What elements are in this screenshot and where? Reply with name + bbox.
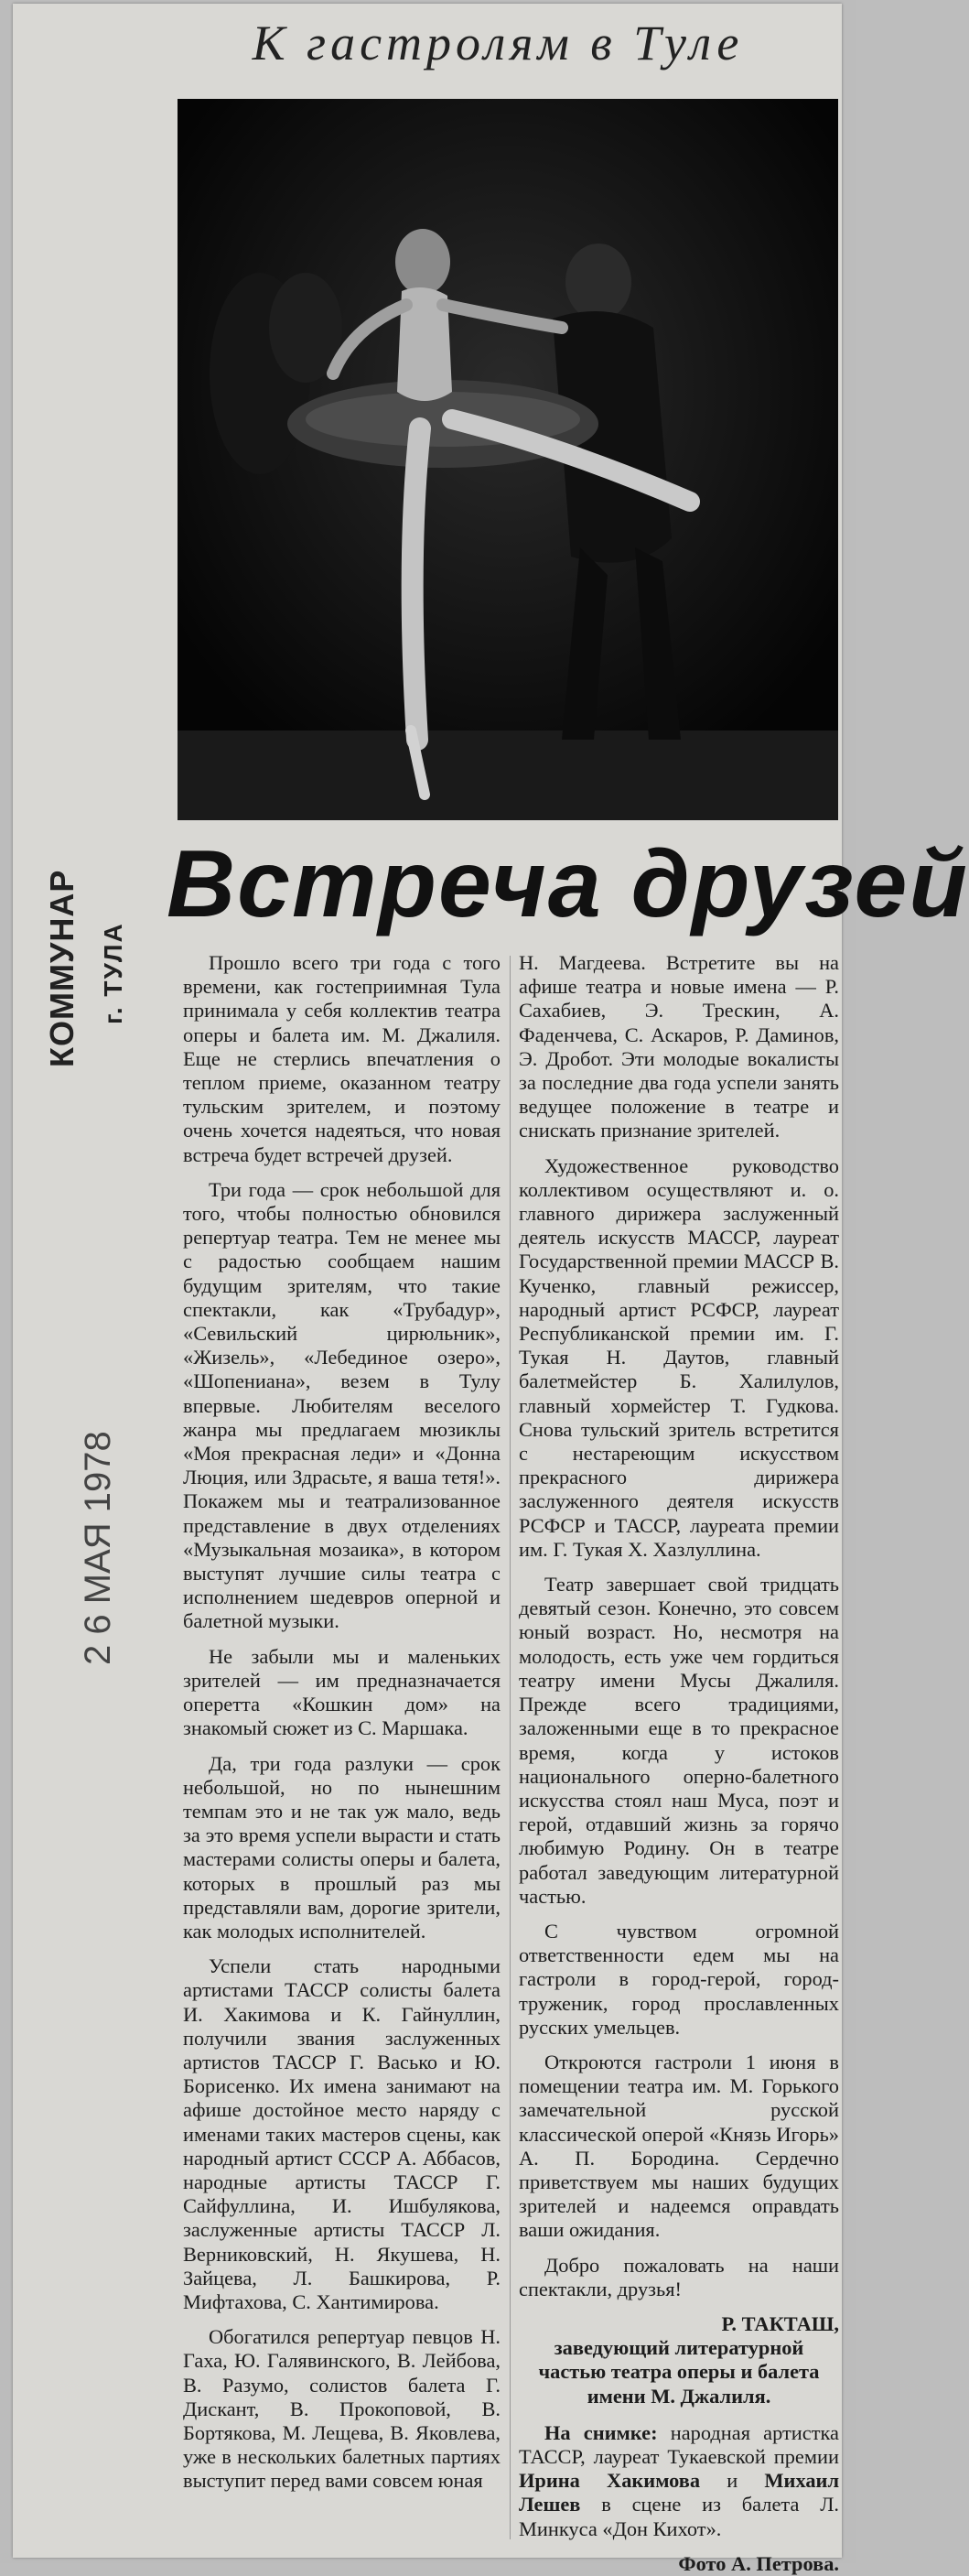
paragraph: Прошло всего три года с того времени, как гостеприимная Тула принимала у себя коллектив театра оперы и балета им. М. Джалиля. Еще не стерлись впечатления о теплом приеме, оказанном театру тульским зрителем, и поэтому очень хочется надеяться, что новая встреча будет встречей друзей.: [183, 951, 501, 1166]
caption-lead: На снимке:: [544, 2420, 658, 2444]
caption-text: в сцене из балета Л. Минкуса «Дон Кихот».: [519, 2493, 839, 2540]
date-stamp: 2 6 МАЯ 1978: [78, 1431, 118, 1665]
paragraph: Не забыли мы и маленьких зрителей — им предназначается оперетта «Кошкин дом» на знакомый сюжет из С. Маршака.: [183, 1644, 501, 1740]
paragraph: Успели стать народными артистами ТАССР солисты балета И. Хакимова и К. Гайнуллин, получили звания заслуженных артистов ТАССР Г. Васько и Ю. Борисенко. Их имена занимают на афише достойное место наряду с именами таких мастеров сцены, как народный артист СССР А. Аббасов, народные артисты ТАССР Г. Сайфуллина, И. Ишбулякова, заслуженные артисты ТАССР Л. Верниковский, Н. Якушева, Н. Зайцева, Л. Башкирова, Р. Мифтахова, С. Хантимирова.: [183, 1954, 501, 2313]
paragraph: Н. Магдеева. Встретите вы на афише театра и новые имена — Р. Сахабиев, Э. Трескин, А. Фаденчева, С. Аскаров, Р. Даминов, Э. Дробот. Эти молодые вокалисты за последние два года успели занять ведущее положение в театре и снискать признание зрителей.: [519, 951, 839, 1142]
caption-name: Михаил Лешев: [519, 2469, 840, 2516]
paragraph: Театр завершает свой тридцать девятый сезон. Конечно, это совсем юный возраст. Но, несмотря на молодость, есть уже чем гордиться театру имени Мусы Джалиля. Прежде всего традициями, заложенными еще в то прекрасное время, когда у истоков национального оперно-балетного искусства стоял наш Муса, поэт и герой, отдавший жизнь за горячо любимую Родину. Он в театре работал заведующим литературной частью.: [519, 1573, 839, 1908]
ballet-duet-image: [178, 99, 838, 820]
paragraph: Да, три года разлуки — срок небольшой, но по нынешним темпам это и не так уж мало, ведь за это время успели вырасти и стать мастерами солисты оперы и балета, которых в прошлый раз мы представляли вам, дорогие зрители, как молодых исполнителей.: [183, 1751, 501, 1943]
paragraph: С чувством огромной ответственности едем мы на гастроли в город-герой, город-труженик, город прославленных русских умельцев.: [519, 1919, 839, 2039]
paragraph: Художественное руководство коллективом осуществляют и. о. главного дирижера заслуженный деятель искусств МАССР, лауреат Государственной премии МАССР В. Кученко, главный режиссер, народный артист РСФСР, лауреат Республиканской премии им. Г. Тукая Н. Даутов, главный балетмейстер Б. Халилулов, главный хормейстер Т. Гудкова. Снова тульский зритель встретится с нестареющим искусством прекрасного дирижера заслуженного деятеля искусств РСФСР и ТАССР, лауреата премии им. Г. Тукая Х. Хазлуллина.: [519, 1153, 839, 1561]
ballet-photo: [178, 99, 838, 820]
photo-caption: [519, 2421, 839, 2541]
paragraph: Откроются гастроли 1 июня в помещении театра им. М. Горького замечательной русской классической оперой «Князь Игорь» А. П. Бородина. Сердечно приветствуем мы наших будущих зрителей и надеемся оправдать ваши ожидания.: [519, 2050, 839, 2242]
rubric-heading: К гастролям в Туле: [252, 16, 744, 70]
column-separator: [510, 956, 511, 2539]
article-column-left: [183, 951, 501, 2553]
photo-credit: Фото А. Петрова.: [678, 2551, 839, 2575]
paragraph: Добро пожаловать на наши спектакли, друзья!: [519, 2253, 839, 2300]
caption-text: народная артистка ТАССР, лауреат Тукаевской премии: [519, 2420, 839, 2468]
article-headline: Встреча друзей: [167, 831, 969, 937]
author-signature: Р. ТАКТАШ,: [721, 2311, 839, 2335]
article-column-right: [519, 951, 840, 2575]
author-role: заведующий литературной частью театра оперы и балета имени М. Джалиля.: [538, 2336, 820, 2408]
paragraph: Обогатился репертуар певцов Н. Гаха, Ю. Галявинского, В. Лейбова, В. Разумо, солистов балета Г. Дискант, В. Прокоповой, В. Бортякова, М. Лещева, В. Яковлева, уже в нескольких балетных партиях выступит перед вами совсем юная: [183, 2325, 501, 2493]
paragraph: Три года — срок небольшой для того, чтобы полностью обновился репертуар театра. Тем не менее мы с радостью сообщаем нашим будущим зрителям, что такие спектакли, как «Трубадур», «Севильский цирюльник», «Жизель», «Лебединое озеро», «Шопениана», везем в Тулу впервые. Любителям веселого жанра мы предлагаем мюзиклы «Моя прекрасная леди» и «Донна Люция, или Здрасьте, я ваша тетя!». Покажем мы и театрализованное представление в двух отделениях «Музыкальная мозаика», в котором выступят лучшие силы театра с исполнением шедевров оперной и балетной музыки.: [183, 1177, 501, 1633]
newspaper-clipping: [13, 4, 969, 2575]
masthead-newspaper-name: КОММУНАР: [43, 869, 81, 1067]
caption-name: Ирина Хакимова: [519, 2469, 701, 2493]
caption-text: и: [700, 2469, 765, 2493]
masthead-city: г. ТУЛА: [99, 922, 127, 1024]
